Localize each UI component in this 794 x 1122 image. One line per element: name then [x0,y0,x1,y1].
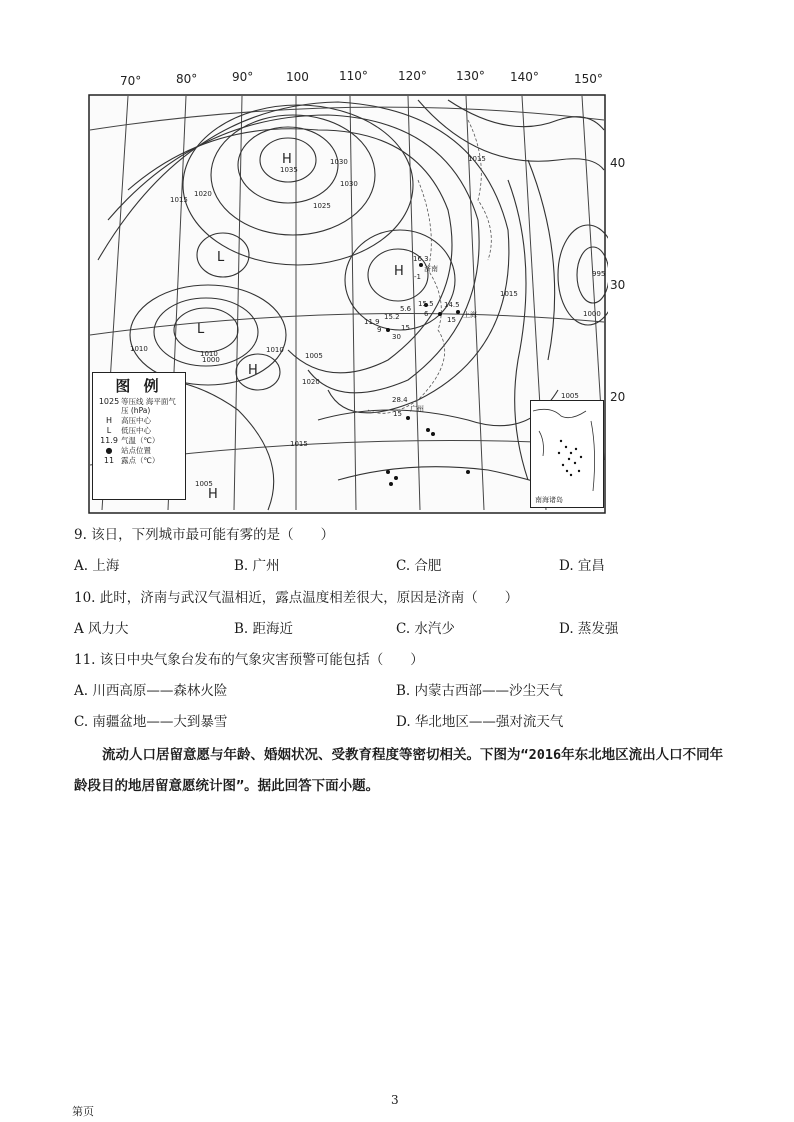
low-center-label: L [197,322,205,337]
question-11-option-b: B. 内蒙古西部——沙尘天气 [396,683,564,699]
station-value: 30 [392,333,401,341]
isobar-label: 1020 [302,378,320,386]
question-10-option-a: A 风力大 [74,621,129,637]
legend-text: 露点（℃） [121,456,160,465]
dewpoint-symbol: 11 [103,456,115,465]
page-footer: 第页 [72,1105,94,1118]
question-9-option-b: B. 广州 [234,558,280,574]
lon-label: 110° [339,69,368,83]
station-value: 11.9 [364,318,380,326]
legend-title: 图 例 [115,377,163,395]
lon-label: 150° [574,72,603,86]
question-10-option-d: D. 蒸发强 [559,621,619,637]
legend-row-high [97,416,181,425]
page-number: 3 [391,1093,399,1107]
station-value: 6 [424,310,429,318]
station-value: 5.6 [400,305,412,313]
question-11-stem: 11. 该日中央气象台发布的气象灾害预警可能包括（ ） [74,652,424,668]
lat-label: 20 [610,390,626,404]
isobar-label: 1015 [468,155,486,163]
station-value: 14.5 [444,301,460,309]
isobar-label: 1010 [200,350,218,358]
question-11-option-d: D. 华北地区——强对流天气 [396,714,564,730]
isobar-label: 1005 [305,352,323,360]
station-name: 广州 [410,405,424,413]
legend-text: 低压中心 [121,426,151,435]
lon-label: 130° [456,69,485,83]
lat-label: 40 [610,156,626,170]
station-value: 15 [447,316,456,324]
legend-row-temp [97,436,181,445]
isobar-label: 1010 [130,345,148,353]
question-10-stem: 10. 此时，济南与武汉气温相近，露点温度相差很大，原因是济南（ ） [74,590,519,606]
isobar-label: 1000 [583,310,601,318]
station-value: 15.5 [418,300,434,308]
isobar-label: 1025 [313,202,331,210]
lon-label: 140° [510,70,539,84]
inset-label: 南海诸岛 [535,496,563,504]
high-symbol: H [105,416,112,425]
station-name: 济南 [424,265,438,273]
isobar-label: 995 [592,270,606,278]
station-value: 15 [401,324,410,332]
question-10-option-b: B. 距海近 [234,621,294,637]
station-value: 9 [377,326,382,334]
legend-text: 气温（℃） [121,436,160,445]
low-symbol: L [106,426,112,435]
question-11-option-c: C. 南疆盆地——大到暴雪 [74,714,228,730]
legend-row-station [97,446,181,455]
question-9-option-d: D. 宜昌 [559,558,605,574]
isobar-label: 1015 [500,290,518,298]
station-value: 16.3 [413,255,429,263]
lon-label: 120° [398,69,427,83]
isobar-label: 1020 [194,190,212,198]
low-center-label: L [217,250,225,265]
question-9-option-a: A. 上海 [74,558,120,574]
isobar-label: 1005 [195,480,213,488]
isobar-label: 1000 [202,356,220,364]
isobar-symbol: 1025 [98,397,120,406]
south-china-sea-inset [530,400,604,508]
lat-label: 30 [610,278,626,292]
high-center-label: H [282,152,292,167]
station-value: -1 [414,273,421,281]
question-11-option-a: A. 川西高原——森林火险 [74,683,228,699]
high-center-label: H [208,487,218,502]
isobar-label: 1030 [330,158,348,166]
lon-label: 70° [120,74,142,88]
isobar-label: 1015 [170,196,188,204]
lon-label: 100 [286,70,309,84]
question-9-option-c: C. 合肥 [396,558,442,574]
map-legend [92,372,186,500]
inset-map-svg [531,401,603,507]
station-name: 上海 [463,311,477,319]
lon-label: 80° [176,72,198,86]
isobar-label: 1030 [340,180,358,188]
high-center-label: H [394,264,404,279]
question-9-stem: 9. 该日，下列城市最可能有雾的是（ ） [74,527,335,543]
legend-row-dewpoint [97,456,181,465]
station-dot-icon: ● [105,446,113,455]
isobar-label: 1005 [561,392,579,400]
temp-symbol: 11.9 [100,436,118,445]
legend-text: 等压线 海平面气压 (hPa) [121,397,176,415]
isobar-label: 1010 [266,346,284,354]
legend-text: 站点位置 [121,446,151,455]
legend-row-low [97,426,181,435]
lon-label: 90° [232,70,254,84]
isobar-label: 1015 [290,440,308,448]
station-value: 15.2 [384,313,400,321]
question-10-option-c: C. 水汽少 [396,621,455,637]
legend-text: 高压中心 [121,416,151,425]
intro-paragraph: 流动人口居留意愿与年龄、婚姻状况、受教育程度等密切相关。下图为“2016年东北地区流出人口不同年龄段目的地居留意愿统计图”。据此回答下面小题。 [74,747,724,794]
station-value: 15 [393,410,402,418]
legend-row-isobar [97,397,181,415]
isobar-label: 1035 [280,166,298,174]
station-value: 28.4 [392,396,408,404]
high-center-label: H [248,363,258,378]
